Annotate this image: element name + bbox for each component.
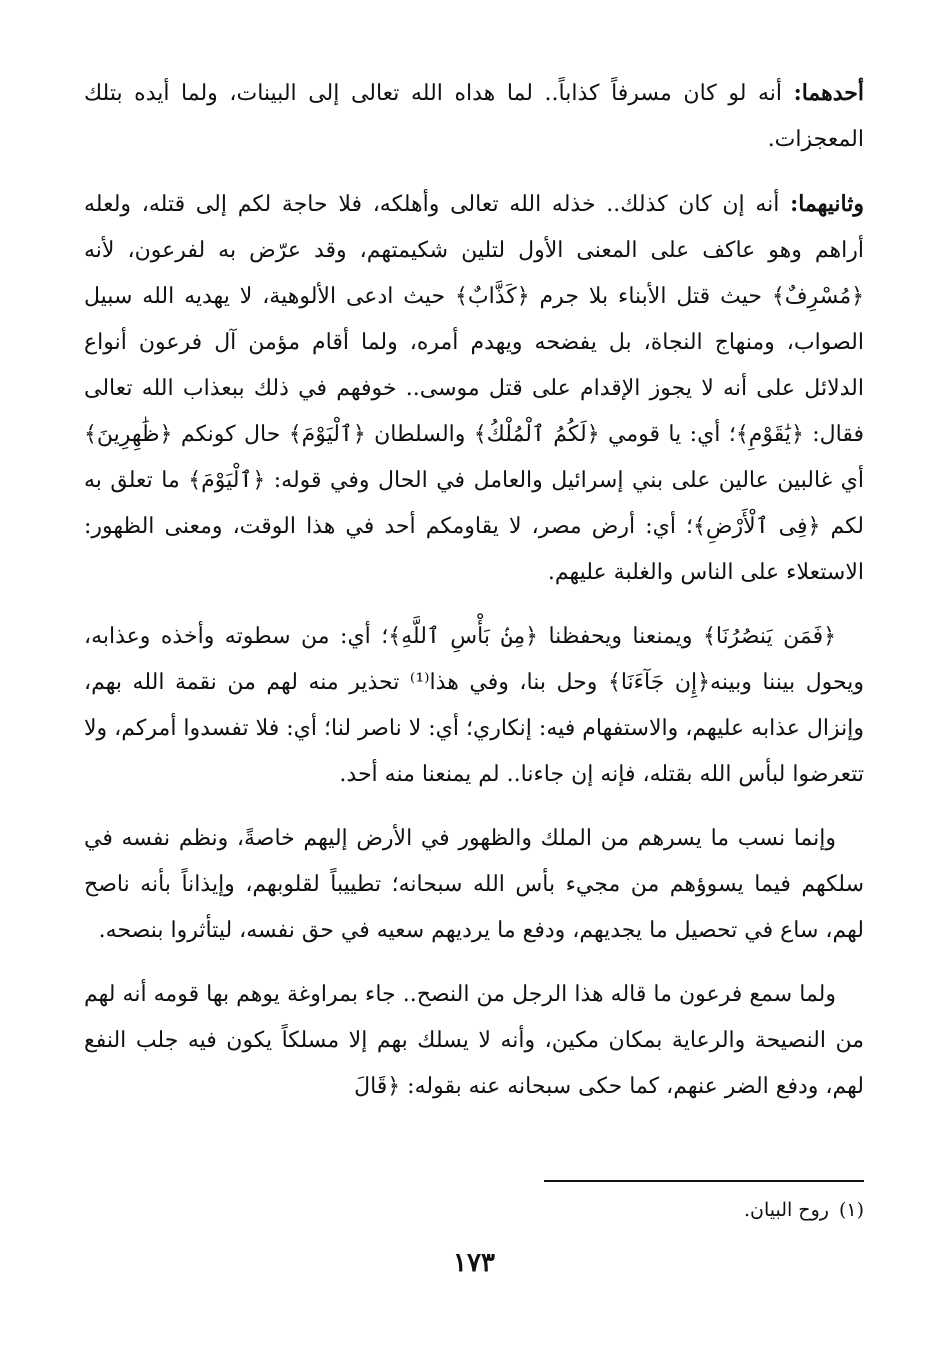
footnote	[84, 1196, 864, 1224]
footnote-number: (١)	[838, 1199, 864, 1221]
paragraph-text: أنه لو كان مسرفاً كذاباً.. لما هداه الله تعالى إلى البينات، ولما أيده بتلك المعجزات.	[84, 81, 864, 152]
paragraph-lead: أحدهما:	[793, 80, 864, 106]
footnote-text: روح البيان.	[743, 1199, 829, 1221]
page-body	[84, 70, 864, 1128]
paragraph-text: ﴿فَمَن يَنصُرُنَا﴾ ويمنعنا ويحفظنا ﴿مِنۢ بَأْسِ ٱللَّهِ﴾؛ أي: من سطوته وأخذه وعذابه، ويحول بيننا وبينه﴿إِن جَآءَنَا﴾ وحل بنا، وفي هذا⁽¹⁾ تحذير منه لهم من نقمة الله بهم، وإنزال عذابه عليهم، والاستفهام فيه: إنكاري؛ أي: لا ناصر لنا؛ أي: فلا تفسدوا أمركم، ولا تتعرضوا لبأس الله بقتله، فإنه إن جاءنا.. لم يمنعنا منه أحد.	[84, 624, 864, 787]
paragraph-4	[84, 816, 864, 954]
paragraph-lead: وثانيهما:	[790, 191, 864, 217]
paragraph-5	[84, 972, 864, 1110]
paragraph-3	[84, 614, 864, 798]
paragraph-1	[84, 70, 864, 163]
paragraph-text: أنه إن كان كذلك.. خذله الله تعالى وأهلكه، فلا حاجة لكم إلى قتله، ولعله أراهم وهو عاكف على المعنى الأول لتلين شكيمتهم، وقد عرّض به لفرعون، لأنه ﴿مُسْرِفٌ﴾ حيث قتل الأبناء بلا جرم ﴿كَذَّابٌ﴾ حيث ادعى الألوهية، لا يهديه الله سبيل الصواب، ومنهاج النجاة، بل يفضحه ويهدم أمره، ولما أقام مؤمن آل فرعون أنواع الدلائل على أنه لا يجوز الإقدام على قتل موسى.. خوفهم في ذلك ببعذاب الله تعالى فقال: ﴿يَٰقَوْمِ﴾؛ أي: يا قومي ﴿لَكُمُ ٱلْمُلْكُ﴾ والسلطان ﴿ٱلْيَوْمَ﴾ حال كونكم ﴿ظَٰهِرِينَ﴾ أي غالبين عالين على بني إسرائيل والعامل في الحال وفي قوله: ﴿ٱلْيَوْمَ﴾ ما تعلق به لكم ﴿فِى ٱلْأَرْضِ﴾؛ أي: أرض مصر، لا يقاومكم أحد في هذا الوقت، ومعنى الظهور: الاستعلاء على الناس والغلبة عليهم.	[84, 192, 864, 585]
page-number: ١٧٣	[453, 1248, 495, 1278]
paragraph-2	[84, 181, 864, 596]
footnote-divider	[544, 1180, 864, 1182]
paragraph-text: وإنما نسب ما يسرهم من الملك والظهور في الأرض إليهم خاصةً، ونظم نفسه في سلكهم فيما يسوؤهم من مجيء بأس الله سبحانه؛ تطييباً لقلوبهم، وإيذاناً بأنه ناصح لهم، ساع في تحصيل ما يجديهم، ودفع ما يرديهم سعيه في حق نفسه، ليتأثروا بنصحه.	[84, 826, 864, 943]
paragraph-text: ولما سمع فرعون ما قاله هذا الرجل من النصح.. جاء بمراوغة يوهم بها قومه أنه لهم من النصيحة والرعاية بمكان مكين، وأنه لا يسلك بهم إلا مسلكاً يكون فيه جلب النفع لهم، ودفع الضر عنهم، كما حكى سبحانه عنه بقوله: ﴿قَالَ	[84, 982, 864, 1099]
